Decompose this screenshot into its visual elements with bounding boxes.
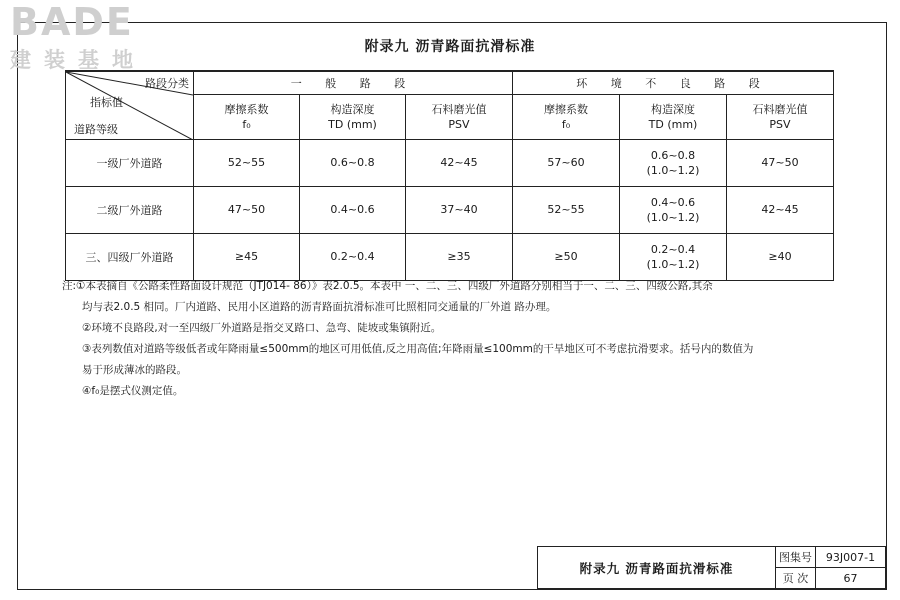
title-block-name: 附录九 沥青路面抗滑标准 — [538, 547, 776, 589]
cell-value: 0.4~0.6 — [650, 195, 696, 209]
table-cell: 0.2~0.4 — [300, 233, 406, 280]
watermark-subtitle: 建装基地 — [10, 48, 146, 72]
page-number-label: 页 次 — [776, 568, 816, 589]
table-cell: ≥35 — [406, 233, 513, 280]
table-row — [66, 139, 834, 186]
table-cell: 0.6~0.8 — [300, 139, 406, 186]
sub-header-unit: TD (mm) — [328, 117, 377, 131]
row-label: 三、四级厂外道路 — [66, 233, 194, 280]
cell-value-bracketed: (1.0~1.2) — [646, 163, 700, 177]
corner-label-road-section: 路段分类 — [145, 77, 189, 90]
table-cell — [620, 186, 727, 233]
page-title: 附录九 沥青路面抗滑标准 — [364, 39, 536, 55]
note-3-continued: 易于形成薄冰的路段。 — [82, 364, 187, 376]
group-header-adverse: 环 境 不 良 路 段 — [513, 71, 834, 94]
table-cell: 42~45 — [406, 139, 513, 186]
sub-header-line: 摩擦系数 — [224, 102, 269, 116]
note-3: ③表列数值对道路等级低者或年降雨量≤500mm的地区可用低值,反之用高值;年降雨量≤100mm的干旱地区可不考虑抗滑要求。括号内的数值为 — [82, 343, 754, 355]
table-cell — [620, 139, 727, 186]
corner-label-road-grade: 道路等级 — [74, 123, 118, 136]
table-cell — [620, 233, 727, 280]
cell-value-bracketed: (1.0~1.2) — [646, 210, 700, 224]
title-block — [537, 546, 886, 589]
cell-value: 0.6~0.8 — [650, 148, 696, 162]
table-cell: 47~50 — [727, 139, 834, 186]
table-cell: ≥40 — [727, 233, 834, 280]
sub-header-line: 构造深度 — [651, 102, 695, 116]
table-cell: 52~55 — [194, 139, 300, 186]
sub-header-unit: PSV — [769, 117, 791, 131]
group-header-normal: 一 般 路 段 — [194, 71, 513, 94]
row-label: 二级厂外道路 — [66, 186, 194, 233]
sub-header-unit: f₀ — [561, 117, 571, 131]
cell-value: 0.2~0.4 — [650, 242, 696, 256]
sub-header-unit: PSV — [448, 117, 470, 131]
sub-header-cell — [513, 94, 620, 139]
sub-header-line: 石料磨光值 — [752, 102, 808, 116]
cell-value-bracketed: (1.0~1.2) — [646, 257, 700, 271]
atlas-number: 93J007-1 — [816, 547, 886, 568]
sub-header-cell — [727, 94, 834, 139]
row-label: 一级厂外道路 — [66, 139, 194, 186]
sub-header-line: 石料磨光值 — [431, 102, 487, 116]
notes-section — [62, 276, 852, 402]
table-row — [66, 233, 834, 280]
atlas-number-label: 图集号 — [776, 547, 816, 568]
sub-header-unit: f₀ — [242, 117, 251, 131]
sub-header-line: 构造深度 — [330, 102, 375, 116]
sub-header-cell — [620, 94, 727, 139]
skid-resistance-table — [65, 70, 834, 281]
sub-header-cell — [300, 94, 406, 139]
note-1-continued: 均与表2.0.5 相同。厂内道路、民用小区道路的沥青路面抗滑标准可比照相同交通量的厂外道 路办理。 — [82, 301, 557, 313]
sub-header-line: 摩擦系数 — [544, 102, 588, 116]
table-cell: 52~55 — [513, 186, 620, 233]
sub-header-cell — [194, 94, 300, 139]
table-cell: 37~40 — [406, 186, 513, 233]
corner-header-cell — [66, 71, 194, 139]
table-row — [66, 186, 834, 233]
sub-header-cell — [406, 94, 513, 139]
table-cell: ≥50 — [513, 233, 620, 280]
note-2: ②环境不良路段,对一至四级厂外道路是指交叉路口、急弯、陡坡或集镇附近。 — [82, 322, 442, 334]
watermark-logo: BADE — [10, 0, 134, 44]
corner-label-index: 指标值 — [90, 96, 123, 109]
page-number: 67 — [816, 568, 886, 589]
table-cell: 57~60 — [513, 139, 620, 186]
table-cell: 47~50 — [194, 186, 300, 233]
table-cell: ≥45 — [194, 233, 300, 280]
sub-header-unit: TD (mm) — [648, 117, 698, 131]
note-1: 注:①本表摘自《公路柔性路面设计规范（JTJ014- 86）》表2.0.5。本表中 一、二、三、四级厂外道路分别相当于一、二、三、四级公路,其余 — [62, 280, 713, 292]
table-cell: 42~45 — [727, 186, 834, 233]
note-4: ④f₀是摆式仪测定值。 — [82, 385, 184, 397]
table-cell: 0.4~0.6 — [300, 186, 406, 233]
